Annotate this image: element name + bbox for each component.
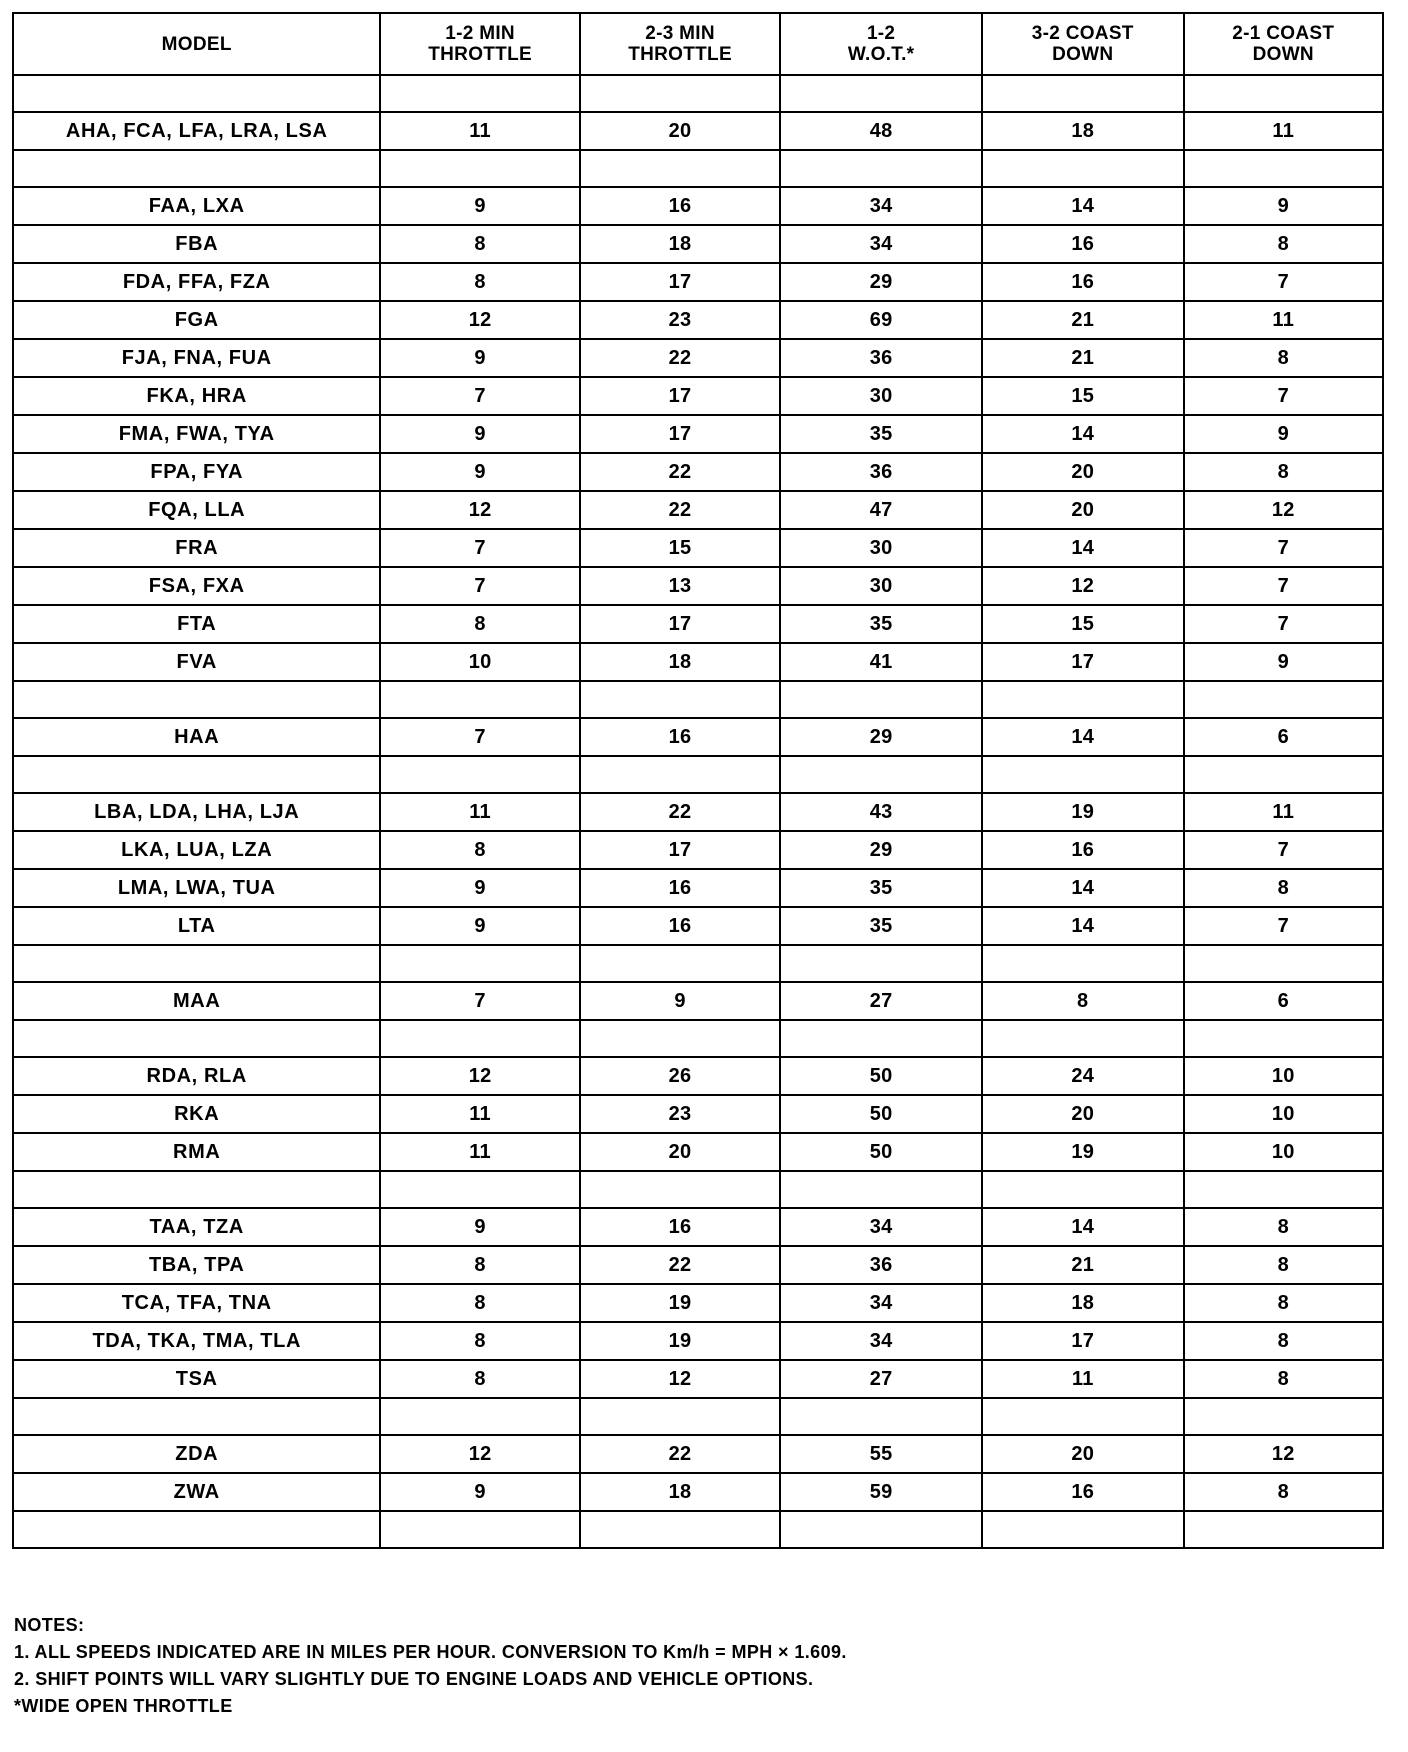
coast-down-3-2-cell: 19 (982, 793, 1184, 831)
min-throttle-2-3-cell: 20 (580, 112, 781, 150)
table-row (13, 415, 1383, 453)
coast-down-3-2-cell: 20 (982, 1095, 1184, 1133)
min-throttle-1-2-cell: 9 (380, 415, 579, 453)
model-cell: ZWA (13, 1473, 380, 1511)
min-throttle-2-3-cell: 17 (580, 605, 781, 643)
table-row (13, 1435, 1383, 1473)
header-row (13, 13, 1383, 75)
coast-down-2-1-header (1184, 13, 1383, 75)
min-throttle-2-3-cell: 18 (580, 225, 781, 263)
empty-cell (580, 75, 781, 112)
empty-cell (580, 150, 781, 187)
min-throttle-1-2-cell: 9 (380, 907, 579, 945)
coast-down-2-1-cell: 7 (1184, 263, 1383, 301)
model-cell: AHA, FCA, LFA, LRA, LSA (13, 112, 380, 150)
min-throttle-1-2-cell: 7 (380, 529, 579, 567)
empty-cell (1184, 945, 1383, 982)
table-row (13, 301, 1383, 339)
empty-cell (13, 75, 380, 112)
empty-cell (13, 1020, 380, 1057)
note-line-2: 2. SHIFT POINTS WILL VARY SLIGHTLY DUE TO ENGINE LOADS AND VEHICLE OPTIONS. (14, 1669, 814, 1689)
table-row (13, 831, 1383, 869)
min-throttle-2-3-cell: 22 (580, 453, 781, 491)
min-throttle-2-3-cell: 22 (580, 491, 781, 529)
coast-down-3-2-cell: 8 (982, 982, 1184, 1020)
model-cell: FSA, FXA (13, 567, 380, 605)
empty-cell (580, 945, 781, 982)
model-cell: LKA, LUA, LZA (13, 831, 380, 869)
empty-cell (780, 1171, 982, 1208)
coast-down-2-1-cell: 11 (1184, 793, 1383, 831)
coast-down-2-1-cell: 10 (1184, 1133, 1383, 1171)
min-throttle-2-3-cell: 16 (580, 1208, 781, 1246)
coast-down-3-2-cell: 21 (982, 339, 1184, 377)
empty-cell (982, 1020, 1184, 1057)
coast-down-3-2-cell: 20 (982, 453, 1184, 491)
empty-cell (780, 1398, 982, 1435)
coast-down-2-1-cell: 11 (1184, 301, 1383, 339)
spacer-row (13, 681, 1383, 718)
min-throttle-2-3-cell: 20 (580, 1133, 781, 1171)
min-throttle-2-3-cell: 13 (580, 567, 781, 605)
min-throttle-1-2-cell: 12 (380, 1435, 579, 1473)
empty-cell (1184, 1171, 1383, 1208)
wot-1-2-cell: 34 (780, 1284, 982, 1322)
empty-cell (580, 681, 781, 718)
empty-cell (982, 681, 1184, 718)
wot-footnote: *WIDE OPEN THROTTLE (14, 1696, 233, 1716)
empty-cell (1184, 1398, 1383, 1435)
note-line-1: 1. ALL SPEEDS INDICATED ARE IN MILES PER HOUR. CONVERSION TO Km/h = MPH × 1.609. (14, 1642, 847, 1662)
min-throttle-1-2-cell: 9 (380, 339, 579, 377)
table-row (13, 1095, 1383, 1133)
table-row (13, 1473, 1383, 1511)
min-throttle-2-3-cell: 17 (580, 415, 781, 453)
table-row (13, 567, 1383, 605)
coast-down-3-2-cell: 16 (982, 263, 1184, 301)
model-cell: TSA (13, 1360, 380, 1398)
coast-down-2-1-cell: 12 (1184, 491, 1383, 529)
empty-cell (780, 1020, 982, 1057)
empty-cell (380, 756, 579, 793)
min-throttle-1-2-cell: 9 (380, 869, 579, 907)
model-cell: LMA, LWA, TUA (13, 869, 380, 907)
model-cell: HAA (13, 718, 380, 756)
min-throttle-2-3-cell: 9 (580, 982, 781, 1020)
table-row (13, 793, 1383, 831)
empty-cell (1184, 1511, 1383, 1548)
table-row (13, 1322, 1383, 1360)
model-cell: FKA, HRA (13, 377, 380, 415)
model-cell: FAA, LXA (13, 187, 380, 225)
coast-down-3-2-cell: 14 (982, 415, 1184, 453)
wot-1-2-cell: 34 (780, 187, 982, 225)
min-throttle-2-3-cell: 22 (580, 339, 781, 377)
coast-down-3-2-cell: 16 (982, 225, 1184, 263)
header-text: THROTTLE (628, 44, 732, 65)
min-throttle-1-2-cell: 8 (380, 831, 579, 869)
min-throttle-2-3-cell: 23 (580, 301, 781, 339)
wot-1-2-cell: 34 (780, 225, 982, 263)
empty-cell (1184, 756, 1383, 793)
min-throttle-2-3-cell: 23 (580, 1095, 781, 1133)
empty-cell (1184, 150, 1383, 187)
table-row (13, 1246, 1383, 1284)
model-cell: RMA (13, 1133, 380, 1171)
min-throttle-1-2-cell: 9 (380, 187, 579, 225)
table-row (13, 1284, 1383, 1322)
empty-cell (580, 1511, 781, 1548)
header-text: 1-2 (866, 23, 896, 44)
min-throttle-2-3-header (580, 13, 781, 75)
spacer-row (13, 1398, 1383, 1435)
wot-1-2-cell: 30 (780, 529, 982, 567)
model-cell: RDA, RLA (13, 1057, 380, 1095)
coast-down-3-2-cell: 14 (982, 718, 1184, 756)
wot-1-2-cell: 50 (780, 1133, 982, 1171)
min-throttle-1-2-header (380, 13, 579, 75)
table-row (13, 907, 1383, 945)
empty-cell (780, 681, 982, 718)
wot-1-2-cell: 47 (780, 491, 982, 529)
wot-1-2-cell: 30 (780, 377, 982, 415)
empty-cell (1184, 1020, 1383, 1057)
coast-down-2-1-cell: 7 (1184, 377, 1383, 415)
min-throttle-2-3-cell: 22 (580, 793, 781, 831)
min-throttle-1-2-cell: 12 (380, 301, 579, 339)
coast-down-3-2-cell: 20 (982, 491, 1184, 529)
empty-cell (580, 1020, 781, 1057)
empty-cell (380, 1171, 579, 1208)
coast-down-3-2-cell: 21 (982, 1246, 1184, 1284)
empty-cell (982, 945, 1184, 982)
coast-down-3-2-cell: 14 (982, 907, 1184, 945)
empty-cell (380, 75, 579, 112)
coast-down-3-2-cell: 11 (982, 1360, 1184, 1398)
wot-1-2-cell: 35 (780, 907, 982, 945)
coast-down-2-1-cell: 8 (1184, 1322, 1383, 1360)
min-throttle-2-3-cell: 17 (580, 377, 781, 415)
coast-down-3-2-cell: 16 (982, 1473, 1184, 1511)
min-throttle-1-2-cell: 9 (380, 453, 579, 491)
table-row (13, 263, 1383, 301)
model-cell: FDA, FFA, FZA (13, 263, 380, 301)
min-throttle-1-2-cell: 8 (380, 1360, 579, 1398)
wot-1-2-cell: 69 (780, 301, 982, 339)
min-throttle-1-2-cell: 8 (380, 1246, 579, 1284)
coast-down-2-1-cell: 9 (1184, 643, 1383, 681)
header-text: MODEL (161, 33, 232, 55)
table-row (13, 605, 1383, 643)
coast-down-2-1-cell: 7 (1184, 907, 1383, 945)
wot-1-2-cell: 29 (780, 263, 982, 301)
wot-1-2-cell: 35 (780, 415, 982, 453)
min-throttle-2-3-cell: 17 (580, 263, 781, 301)
model-cell: FVA (13, 643, 380, 681)
model-cell: FRA (13, 529, 380, 567)
min-throttle-1-2-cell: 11 (380, 1095, 579, 1133)
coast-down-2-1-cell: 8 (1184, 453, 1383, 491)
header-text: THROTTLE (428, 44, 532, 65)
coast-down-2-1-cell: 8 (1184, 1284, 1383, 1322)
coast-down-2-1-cell: 12 (1184, 1435, 1383, 1473)
empty-cell (13, 1398, 380, 1435)
min-throttle-1-2-cell: 8 (380, 225, 579, 263)
model-cell: TAA, TZA (13, 1208, 380, 1246)
coast-down-2-1-cell: 11 (1184, 112, 1383, 150)
model-cell: TCA, TFA, TNA (13, 1284, 380, 1322)
spacer-row (13, 1171, 1383, 1208)
wot-1-2-cell: 35 (780, 869, 982, 907)
min-throttle-2-3-cell: 15 (580, 529, 781, 567)
coast-down-3-2-cell: 15 (982, 377, 1184, 415)
min-throttle-2-3-cell: 19 (580, 1322, 781, 1360)
coast-down-3-2-cell: 14 (982, 869, 1184, 907)
table-row (13, 718, 1383, 756)
spacer-row (13, 1020, 1383, 1057)
spacer-row (13, 756, 1383, 793)
empty-cell (380, 1020, 579, 1057)
coast-down-2-1-cell: 8 (1184, 225, 1383, 263)
coast-down-3-2-cell: 17 (982, 1322, 1184, 1360)
header-text: DOWN (1052, 44, 1114, 65)
empty-cell (580, 1398, 781, 1435)
min-throttle-2-3-cell: 26 (580, 1057, 781, 1095)
coast-down-3-2-cell: 14 (982, 529, 1184, 567)
wot-1-2-cell: 36 (780, 1246, 982, 1284)
empty-cell (580, 1171, 781, 1208)
min-throttle-1-2-cell: 9 (380, 1473, 579, 1511)
min-throttle-2-3-cell: 16 (580, 187, 781, 225)
coast-down-2-1-cell: 8 (1184, 869, 1383, 907)
header-text: W.O.T.* (847, 44, 915, 65)
model-cell: FTA (13, 605, 380, 643)
coast-down-2-1-cell: 6 (1184, 718, 1383, 756)
table-row (13, 869, 1383, 907)
min-throttle-2-3-cell: 16 (580, 869, 781, 907)
wot-1-2-cell: 35 (780, 605, 982, 643)
min-throttle-1-2-cell: 11 (380, 793, 579, 831)
wot-1-2-cell: 34 (780, 1322, 982, 1360)
coast-down-2-1-cell: 7 (1184, 529, 1383, 567)
header-text: 1-2 MIN (445, 23, 515, 44)
coast-down-2-1-cell: 10 (1184, 1057, 1383, 1095)
min-throttle-2-3-cell: 19 (580, 1284, 781, 1322)
table-row (13, 982, 1383, 1020)
min-throttle-2-3-cell: 22 (580, 1246, 781, 1284)
coast-down-2-1-cell: 8 (1184, 1360, 1383, 1398)
empty-cell (380, 1398, 579, 1435)
model-cell: MAA (13, 982, 380, 1020)
min-throttle-1-2-cell: 8 (380, 1284, 579, 1322)
min-throttle-1-2-cell: 8 (380, 605, 579, 643)
min-throttle-1-2-cell: 7 (380, 982, 579, 1020)
model-cell: FMA, FWA, TYA (13, 415, 380, 453)
wot-1-2-cell: 29 (780, 718, 982, 756)
model-cell: FPA, FYA (13, 453, 380, 491)
min-throttle-2-3-cell: 16 (580, 718, 781, 756)
empty-cell (380, 1511, 579, 1548)
coast-down-2-1-cell: 10 (1184, 1095, 1383, 1133)
table-row (13, 1057, 1383, 1095)
model-cell: RKA (13, 1095, 380, 1133)
table-row (13, 225, 1383, 263)
empty-cell (13, 1171, 380, 1208)
notes-heading: NOTES: (14, 1615, 85, 1635)
coast-down-3-2-cell: 14 (982, 187, 1184, 225)
table-row (13, 1208, 1383, 1246)
header-text: 2-1 COAST (1232, 23, 1335, 44)
table-row (13, 643, 1383, 681)
table-row (13, 112, 1383, 150)
empty-cell (580, 756, 781, 793)
coast-down-3-2-cell: 18 (982, 112, 1184, 150)
coast-down-2-1-cell: 8 (1184, 339, 1383, 377)
min-throttle-1-2-cell: 11 (380, 112, 579, 150)
model-cell: ZDA (13, 1435, 380, 1473)
coast-down-3-2-cell: 14 (982, 1208, 1184, 1246)
min-throttle-1-2-cell: 11 (380, 1133, 579, 1171)
min-throttle-2-3-cell: 16 (580, 907, 781, 945)
spacer-row (13, 945, 1383, 982)
min-throttle-1-2-cell: 10 (380, 643, 579, 681)
table-row (13, 453, 1383, 491)
empty-cell (380, 945, 579, 982)
min-throttle-1-2-cell: 7 (380, 718, 579, 756)
min-throttle-1-2-cell: 12 (380, 491, 579, 529)
table-row (13, 491, 1383, 529)
wot-1-2-cell: 30 (780, 567, 982, 605)
coast-down-3-2-cell: 16 (982, 831, 1184, 869)
table-row (13, 377, 1383, 415)
empty-cell (780, 150, 982, 187)
model-cell: LBA, LDA, LHA, LJA (13, 793, 380, 831)
wot-1-2-cell: 34 (780, 1208, 982, 1246)
wot-1-2-cell: 50 (780, 1057, 982, 1095)
empty-cell (780, 1511, 982, 1548)
coast-down-3-2-cell: 15 (982, 605, 1184, 643)
coast-down-2-1-cell: 7 (1184, 831, 1383, 869)
empty-cell (1184, 75, 1383, 112)
empty-cell (780, 756, 982, 793)
coast-down-3-2-cell: 24 (982, 1057, 1184, 1095)
min-throttle-2-3-cell: 18 (580, 643, 781, 681)
model-cell: FGA (13, 301, 380, 339)
model-cell: TBA, TPA (13, 1246, 380, 1284)
empty-cell (982, 1511, 1184, 1548)
empty-cell (13, 150, 380, 187)
wot-1-2-cell: 59 (780, 1473, 982, 1511)
table-row (13, 187, 1383, 225)
empty-cell (380, 681, 579, 718)
header-text: DOWN (1252, 44, 1314, 65)
wot-1-2-cell: 43 (780, 793, 982, 831)
coast-down-2-1-cell: 7 (1184, 567, 1383, 605)
min-throttle-1-2-cell: 7 (380, 377, 579, 415)
spacer-row (13, 1511, 1383, 1548)
coast-down-3-2-header (982, 13, 1184, 75)
coast-down-3-2-cell: 20 (982, 1435, 1184, 1473)
wot-1-2-cell: 41 (780, 643, 982, 681)
shift-speed-table (12, 12, 1384, 1549)
coast-down-2-1-cell: 9 (1184, 187, 1383, 225)
header-text: 2-3 MIN (645, 23, 715, 44)
coast-down-3-2-cell: 17 (982, 643, 1184, 681)
model-cell: TDA, TKA, TMA, TLA (13, 1322, 380, 1360)
min-throttle-2-3-cell: 17 (580, 831, 781, 869)
empty-cell (13, 681, 380, 718)
model-header (13, 13, 380, 75)
min-throttle-2-3-cell: 22 (580, 1435, 781, 1473)
min-throttle-2-3-cell: 18 (580, 1473, 781, 1511)
table-row (13, 1133, 1383, 1171)
empty-cell (13, 1511, 380, 1548)
model-cell: FBA (13, 225, 380, 263)
empty-cell (780, 75, 982, 112)
empty-cell (13, 756, 380, 793)
spacer-row (13, 75, 1383, 112)
empty-cell (780, 945, 982, 982)
coast-down-2-1-cell: 9 (1184, 415, 1383, 453)
coast-down-2-1-cell: 8 (1184, 1473, 1383, 1511)
model-cell: FJA, FNA, FUA (13, 339, 380, 377)
wot-1-2-cell: 50 (780, 1095, 982, 1133)
empty-cell (982, 1171, 1184, 1208)
wot-1-2-cell: 29 (780, 831, 982, 869)
wot-1-2-cell: 27 (780, 1360, 982, 1398)
empty-cell (380, 150, 579, 187)
empty-cell (1184, 681, 1383, 718)
wot-1-2-cell: 36 (780, 453, 982, 491)
empty-cell (982, 756, 1184, 793)
wot-1-2-header (780, 13, 982, 75)
coast-down-3-2-cell: 19 (982, 1133, 1184, 1171)
empty-cell (13, 945, 380, 982)
model-cell: FQA, LLA (13, 491, 380, 529)
table-body (13, 75, 1383, 1548)
empty-cell (982, 1398, 1184, 1435)
header-text: 3-2 COAST (1031, 23, 1134, 44)
table-row (13, 1360, 1383, 1398)
coast-down-3-2-cell: 21 (982, 301, 1184, 339)
coast-down-3-2-cell: 12 (982, 567, 1184, 605)
coast-down-2-1-cell: 8 (1184, 1208, 1383, 1246)
min-throttle-2-3-cell: 12 (580, 1360, 781, 1398)
min-throttle-1-2-cell: 8 (380, 1322, 579, 1360)
wot-1-2-cell: 55 (780, 1435, 982, 1473)
empty-cell (982, 75, 1184, 112)
wot-1-2-cell: 27 (780, 982, 982, 1020)
min-throttle-1-2-cell: 9 (380, 1208, 579, 1246)
coast-down-2-1-cell: 8 (1184, 1246, 1383, 1284)
coast-down-3-2-cell: 18 (982, 1284, 1184, 1322)
notes-section (14, 1612, 1384, 1720)
min-throttle-1-2-cell: 7 (380, 567, 579, 605)
coast-down-2-1-cell: 6 (1184, 982, 1383, 1020)
wot-1-2-cell: 48 (780, 112, 982, 150)
table-row (13, 339, 1383, 377)
model-cell: LTA (13, 907, 380, 945)
min-throttle-1-2-cell: 12 (380, 1057, 579, 1095)
spacer-row (13, 150, 1383, 187)
wot-1-2-cell: 36 (780, 339, 982, 377)
min-throttle-1-2-cell: 8 (380, 263, 579, 301)
coast-down-2-1-cell: 7 (1184, 605, 1383, 643)
empty-cell (982, 150, 1184, 187)
table-row (13, 529, 1383, 567)
